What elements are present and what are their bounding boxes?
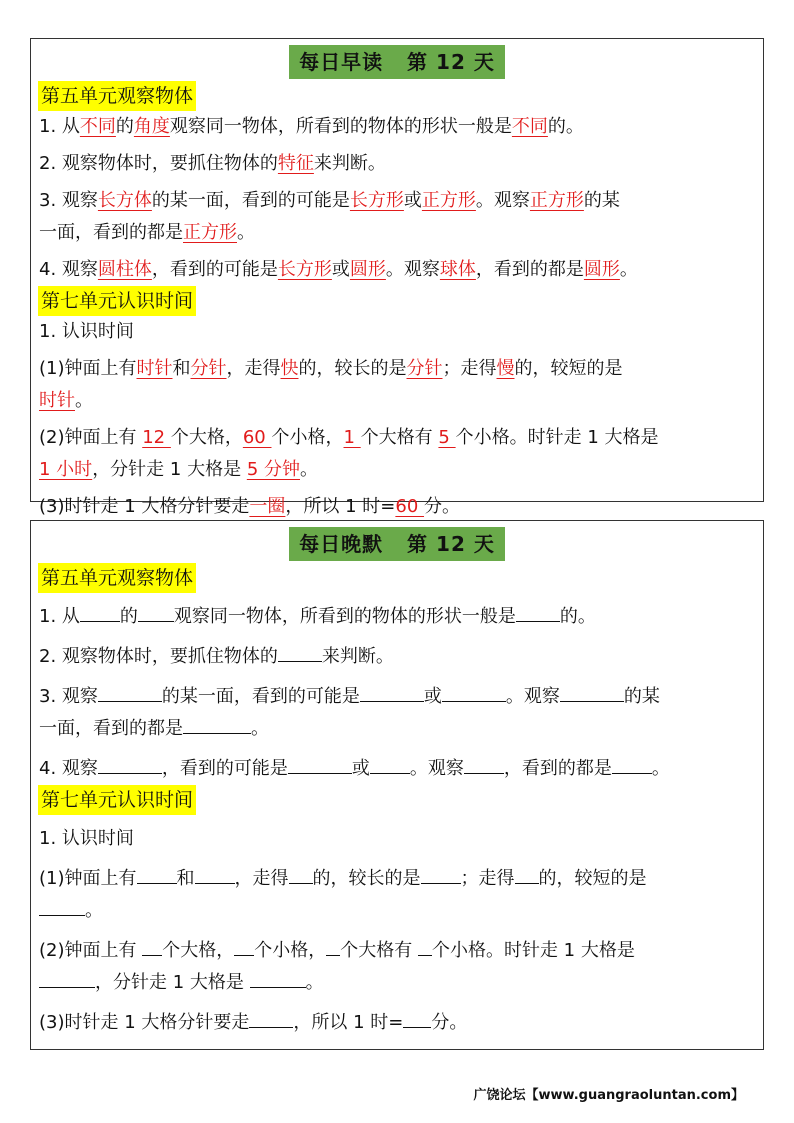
time-item-3: (3)时针走 1 大格分针要走 ，所以 1 时= 分。 [31, 1007, 763, 1039]
answer: 1 [343, 427, 361, 448]
time-item-1-cont: 时针。 [39, 390, 93, 411]
answer: 特征 [277, 153, 314, 174]
time-item-2: (2)钟面上有 个大格， 个小格， 个大格有 个小格。时针走 1 大格是 [31, 935, 763, 967]
answer: 长方体 [97, 190, 152, 211]
answer-blank[interactable] [138, 603, 174, 622]
answer-blank[interactable] [137, 865, 177, 884]
observe-item-2: 2. 观察物体时，要抓住物体的特征来判断。 [39, 153, 386, 174]
answer-blank[interactable] [326, 937, 340, 956]
answer: 圆形 [583, 259, 620, 280]
answer-blank[interactable] [98, 683, 162, 702]
answer: 时针 [39, 390, 75, 411]
answer-blank[interactable] [288, 755, 352, 774]
answer-blank[interactable] [98, 755, 162, 774]
answer: 长方形 [349, 190, 404, 211]
answer-blank[interactable] [360, 683, 424, 702]
answer-blank[interactable] [183, 715, 251, 734]
time-item-1: (1)钟面上有时针和分针，走得快的，较长的是分针；走得慢的，较短的是 [39, 358, 623, 379]
answer: 一圈 [249, 496, 286, 517]
answer: 圆形 [349, 259, 386, 280]
answer: 5 分钟 [246, 459, 300, 480]
answer-blank[interactable] [234, 937, 254, 956]
answer: 分针 [190, 358, 227, 379]
morning-title: 每日早读 第 12 天 [289, 45, 505, 79]
unit5-heading: 第五单元观察物体 [38, 81, 196, 111]
answer: 圆柱体 [97, 259, 152, 280]
morning-reading-box [30, 38, 764, 517]
time-item-3: (3)时针走 1 大格分针要走一圈，所以 1 时=60 分。 [39, 496, 461, 517]
observe-item-4: 4. 观察 ，看到的可能是 或 。观察 ，看到的都是 。 [31, 753, 763, 785]
answer: 不同 [79, 116, 116, 137]
observe-item-3: 3. 观察 的某一面，看到的可能是 或 。观察 的某 [31, 681, 763, 713]
observe-item-3-cont: 一面，看到的都是正方形。 [39, 222, 255, 243]
answer-blank[interactable] [80, 603, 120, 622]
answer: 1 小时 [39, 459, 93, 480]
answer-blank[interactable] [421, 865, 461, 884]
answer-blank[interactable] [195, 865, 235, 884]
answer-blank[interactable] [403, 1009, 431, 1028]
answer-blank[interactable] [515, 865, 539, 884]
answer: 12 [142, 427, 171, 448]
answer-blank[interactable] [249, 1009, 293, 1028]
answer-blank[interactable] [278, 643, 322, 662]
answer-blank[interactable] [612, 755, 652, 774]
time-item-2-cont: ，分针走 1 大格是 。 [31, 967, 763, 999]
answer: 角度 [133, 116, 170, 137]
evening-title: 每日晚默 第 12 天 [289, 527, 505, 561]
observe-item-3-cont: 一面，看到的都是 。 [31, 713, 763, 745]
unit5-heading: 第五单元观察物体 [38, 563, 196, 593]
answer-blank[interactable] [370, 755, 410, 774]
answer-blank[interactable] [289, 865, 313, 884]
answer: 分针 [406, 358, 443, 379]
evening-dictation-box [30, 520, 764, 1050]
answer: 正方形 [421, 190, 476, 211]
time-item-2: (2)钟面上有 12 个大格，60 个小格，1 个大格有 5 个小格。时针走 1 大格是 [39, 427, 659, 448]
answer-blank[interactable] [560, 683, 624, 702]
answer-blank[interactable] [418, 937, 432, 956]
answer: 正方形 [183, 222, 237, 243]
time-item-1-cont: 。 [31, 895, 763, 927]
unit7-heading: 第七单元认识时间 [38, 785, 196, 815]
answer: 5 [438, 427, 456, 448]
answer-blank[interactable] [464, 755, 504, 774]
unit7-heading: 第七单元认识时间 [38, 286, 196, 316]
answer-blank[interactable] [250, 969, 306, 988]
answer: 长方形 [277, 259, 332, 280]
answer: 时针 [136, 358, 173, 379]
answer: 60 [242, 427, 272, 448]
time-item-1: (1)钟面上有 和 ，走得 的，较长的是 ；走得 的，较短的是 [31, 863, 763, 895]
answer: 快 [280, 358, 299, 379]
time-item-2-cont: 1 小时，分针走 1 大格是 5 分钟。 [39, 459, 318, 480]
answer: 慢 [496, 358, 515, 379]
observe-item-1: 1. 从不同的角度观察同一物体，所看到的物体的形状一般是不同的。 [39, 116, 584, 137]
answer-blank[interactable] [142, 937, 162, 956]
observe-item-4: 4. 观察圆柱体，看到的可能是长方形或圆形。观察球体，看到的都是圆形。 [39, 259, 638, 280]
observe-item-1: 1. 从 的 观察同一物体，所看到的物体的形状一般是 的。 [31, 601, 763, 633]
observe-item-2: 2. 观察物体时，要抓住物体的 来判断。 [31, 641, 763, 673]
site-footer: 广饶论坛【www.guangraoluntan.com】 [473, 1088, 744, 1103]
answer: 正方形 [529, 190, 584, 211]
answer-blank[interactable] [516, 603, 560, 622]
answer: 60 [395, 496, 425, 517]
answer: 不同 [511, 116, 548, 137]
answer-blank[interactable] [442, 683, 506, 702]
answer-blank[interactable] [39, 969, 95, 988]
time-subheading: 1. 认识时间 [39, 321, 134, 342]
answer: 球体 [439, 259, 476, 280]
answer-blank[interactable] [39, 897, 85, 916]
observe-item-3: 3. 观察长方体的某一面，看到的可能是长方形或正方形。观察正方形的某 [39, 190, 620, 211]
time-subheading: 1. 认识时间 [39, 828, 134, 849]
